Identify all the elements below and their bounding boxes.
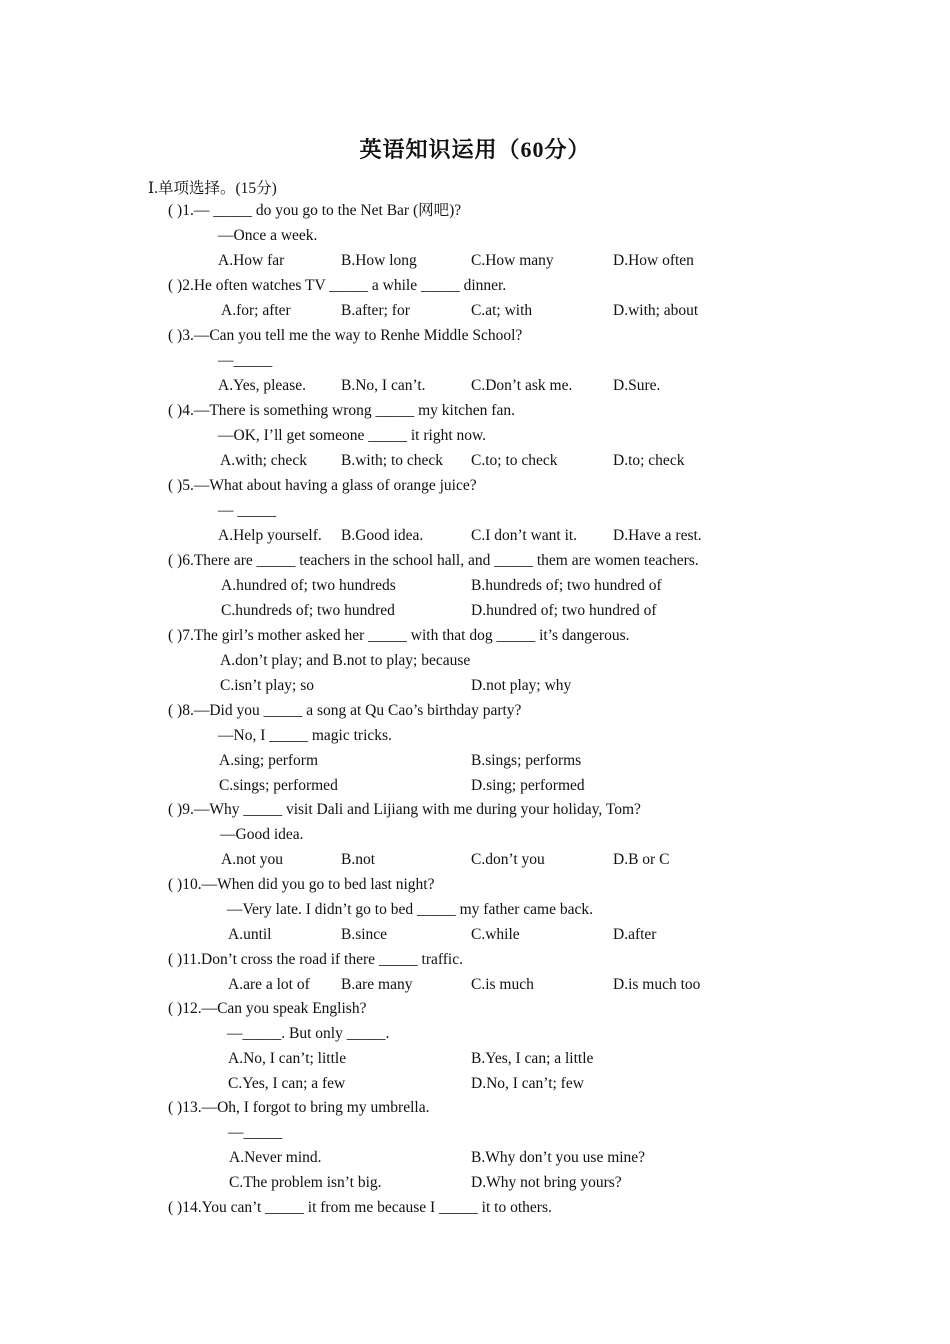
question-8-stem: ( )8.—Did you _____ a song at Qu Cao’s birthday party? [168, 702, 522, 719]
question-9-option-b: B.not [341, 851, 376, 868]
question-2-option-b: B.after; for [341, 302, 410, 319]
question-2-stem: ( )2.He often watches TV _____ a while _____ dinner. [168, 277, 507, 294]
question-7-option-d: D.not play; why [471, 677, 572, 694]
question-1-stem: ( )1.— _____ do you go to the Net Bar (网吧)? [168, 202, 462, 219]
question-11-option-b: B.are many [341, 976, 413, 993]
question-4-option-a: A.with; check [220, 452, 307, 469]
question-8-option-a: A.sing; perform [219, 752, 319, 769]
question-6-option-a: A.hundred of; two hundreds [221, 577, 396, 594]
question-12-option-c: C.Yes, I can; a few [228, 1075, 346, 1092]
question-4-option-d: D.to; check [613, 452, 685, 469]
question-4-option-b: B.with; to check [341, 452, 444, 469]
question-3-option-a: A.Yes, please. [218, 377, 306, 394]
question-6-option-d: D.hundred of; two hundred of [471, 602, 657, 619]
question-3-option-d: D.Sure. [613, 377, 661, 394]
question-13-reply: —_____ [228, 1124, 283, 1141]
section-heading: Ⅰ.单项选择。(15分) [148, 180, 277, 197]
question-12-stem: ( )12.—Can you speak English? [168, 1000, 367, 1017]
question-3-option-c: C.Don’t ask me. [471, 377, 573, 394]
question-8-option-c: C.sings; performed [219, 777, 338, 794]
question-1-option-b: B.How long [341, 252, 417, 269]
question-13-stem: ( )13.—Oh, I forgot to bring my umbrella. [168, 1099, 430, 1116]
question-11-option-c: C.is much [471, 976, 534, 993]
question-5-option-d: D.Have a rest. [613, 527, 702, 544]
question-3-reply: —_____ [218, 352, 273, 369]
question-4-reply: —OK, I’ll get someone _____ it right now. [218, 427, 487, 444]
question-6-option-c: C.hundreds of; two hundred [221, 602, 395, 619]
question-4-option-c: C.to; to check [471, 452, 558, 469]
question-13-option-a: A.Never mind. [229, 1149, 322, 1166]
question-8-option-d: D.sing; performed [471, 777, 585, 794]
question-2-option-d: D.with; about [613, 302, 699, 319]
question-13-option-b: B.Why don’t you use mine? [471, 1149, 646, 1166]
question-12-option-d: D.No, I can’t; few [471, 1075, 584, 1092]
question-11-stem: ( )11.Don’t cross the road if there _____ traffic. [168, 951, 463, 968]
question-1-option-a: A.How far [218, 252, 285, 269]
question-14-stem: ( )14.You can’t _____ it from me because I _____ it to others. [168, 1199, 552, 1216]
question-10-option-c: C.while [471, 926, 520, 943]
question-9-stem: ( )9.—Why _____ visit Dali and Lijiang with me during your holiday, Tom? [168, 801, 641, 818]
question-6-option-b: B.hundreds of; two hundred of [471, 577, 662, 594]
question-12-reply: —_____. But only _____. [227, 1025, 390, 1042]
question-2-option-a: A.for; after [221, 302, 291, 319]
question-1-option-c: C.How many [471, 252, 554, 269]
question-13-option-d: D.Why not bring yours? [471, 1174, 622, 1191]
question-5-option-b: B.Good idea. [341, 527, 424, 544]
question-5-reply: — _____ [218, 502, 277, 519]
question-8-reply: —No, I _____ magic tricks. [218, 727, 392, 744]
question-1-reply: —Once a week. [218, 227, 318, 244]
question-1-option-d: D.How often [613, 252, 694, 269]
question-5-option-a: A.Help yourself. [218, 527, 322, 544]
question-10-option-b: B.since [341, 926, 388, 943]
page-title: 英语知识运用（60分） [359, 137, 591, 162]
question-5-stem: ( )5.—What about having a glass of orange juice? [168, 477, 477, 494]
question-11-option-a: A.are a lot of [228, 976, 310, 993]
question-9-option-c: C.don’t you [471, 851, 545, 868]
question-5-option-c: C.I don’t want it. [471, 527, 578, 544]
question-13-option-c: C.The problem isn’t big. [229, 1174, 382, 1191]
question-12-option-a: A.No, I can’t; little [228, 1050, 347, 1067]
question-12-option-b: B.Yes, I can; a little [471, 1050, 594, 1067]
question-10-option-d: D.after [613, 926, 657, 943]
question-7-option-c: C.isn’t play; so [220, 677, 315, 694]
question-10-option-a: A.until [228, 926, 272, 943]
question-8-option-b: B.sings; performs [471, 752, 582, 769]
question-6-stem: ( )6.There are _____ teachers in the school hall, and _____ them are women teachers. [168, 552, 699, 569]
question-3-option-b: B.No, I can’t. [341, 377, 426, 394]
question-4-stem: ( )4.—There is something wrong _____ my kitchen fan. [168, 402, 515, 419]
question-10-reply: —Very late. I didn’t go to bed _____ my father came back. [227, 901, 594, 918]
question-7-stem: ( )7.The girl’s mother asked her _____ with that dog _____ it’s dangerous. [168, 627, 630, 644]
question-7-option-ab: A.don’t play; and B.not to play; because [220, 652, 471, 669]
question-11-option-d: D.is much too [613, 976, 701, 993]
question-2-option-c: C.at; with [471, 302, 533, 319]
question-3-stem: ( )3.—Can you tell me the way to Renhe Middle School? [168, 327, 523, 344]
question-9-reply: —Good idea. [220, 826, 304, 843]
question-10-stem: ( )10.—When did you go to bed last night? [168, 876, 435, 893]
question-9-option-d: D.B or C [613, 851, 670, 868]
question-9-option-a: A.not you [221, 851, 283, 868]
